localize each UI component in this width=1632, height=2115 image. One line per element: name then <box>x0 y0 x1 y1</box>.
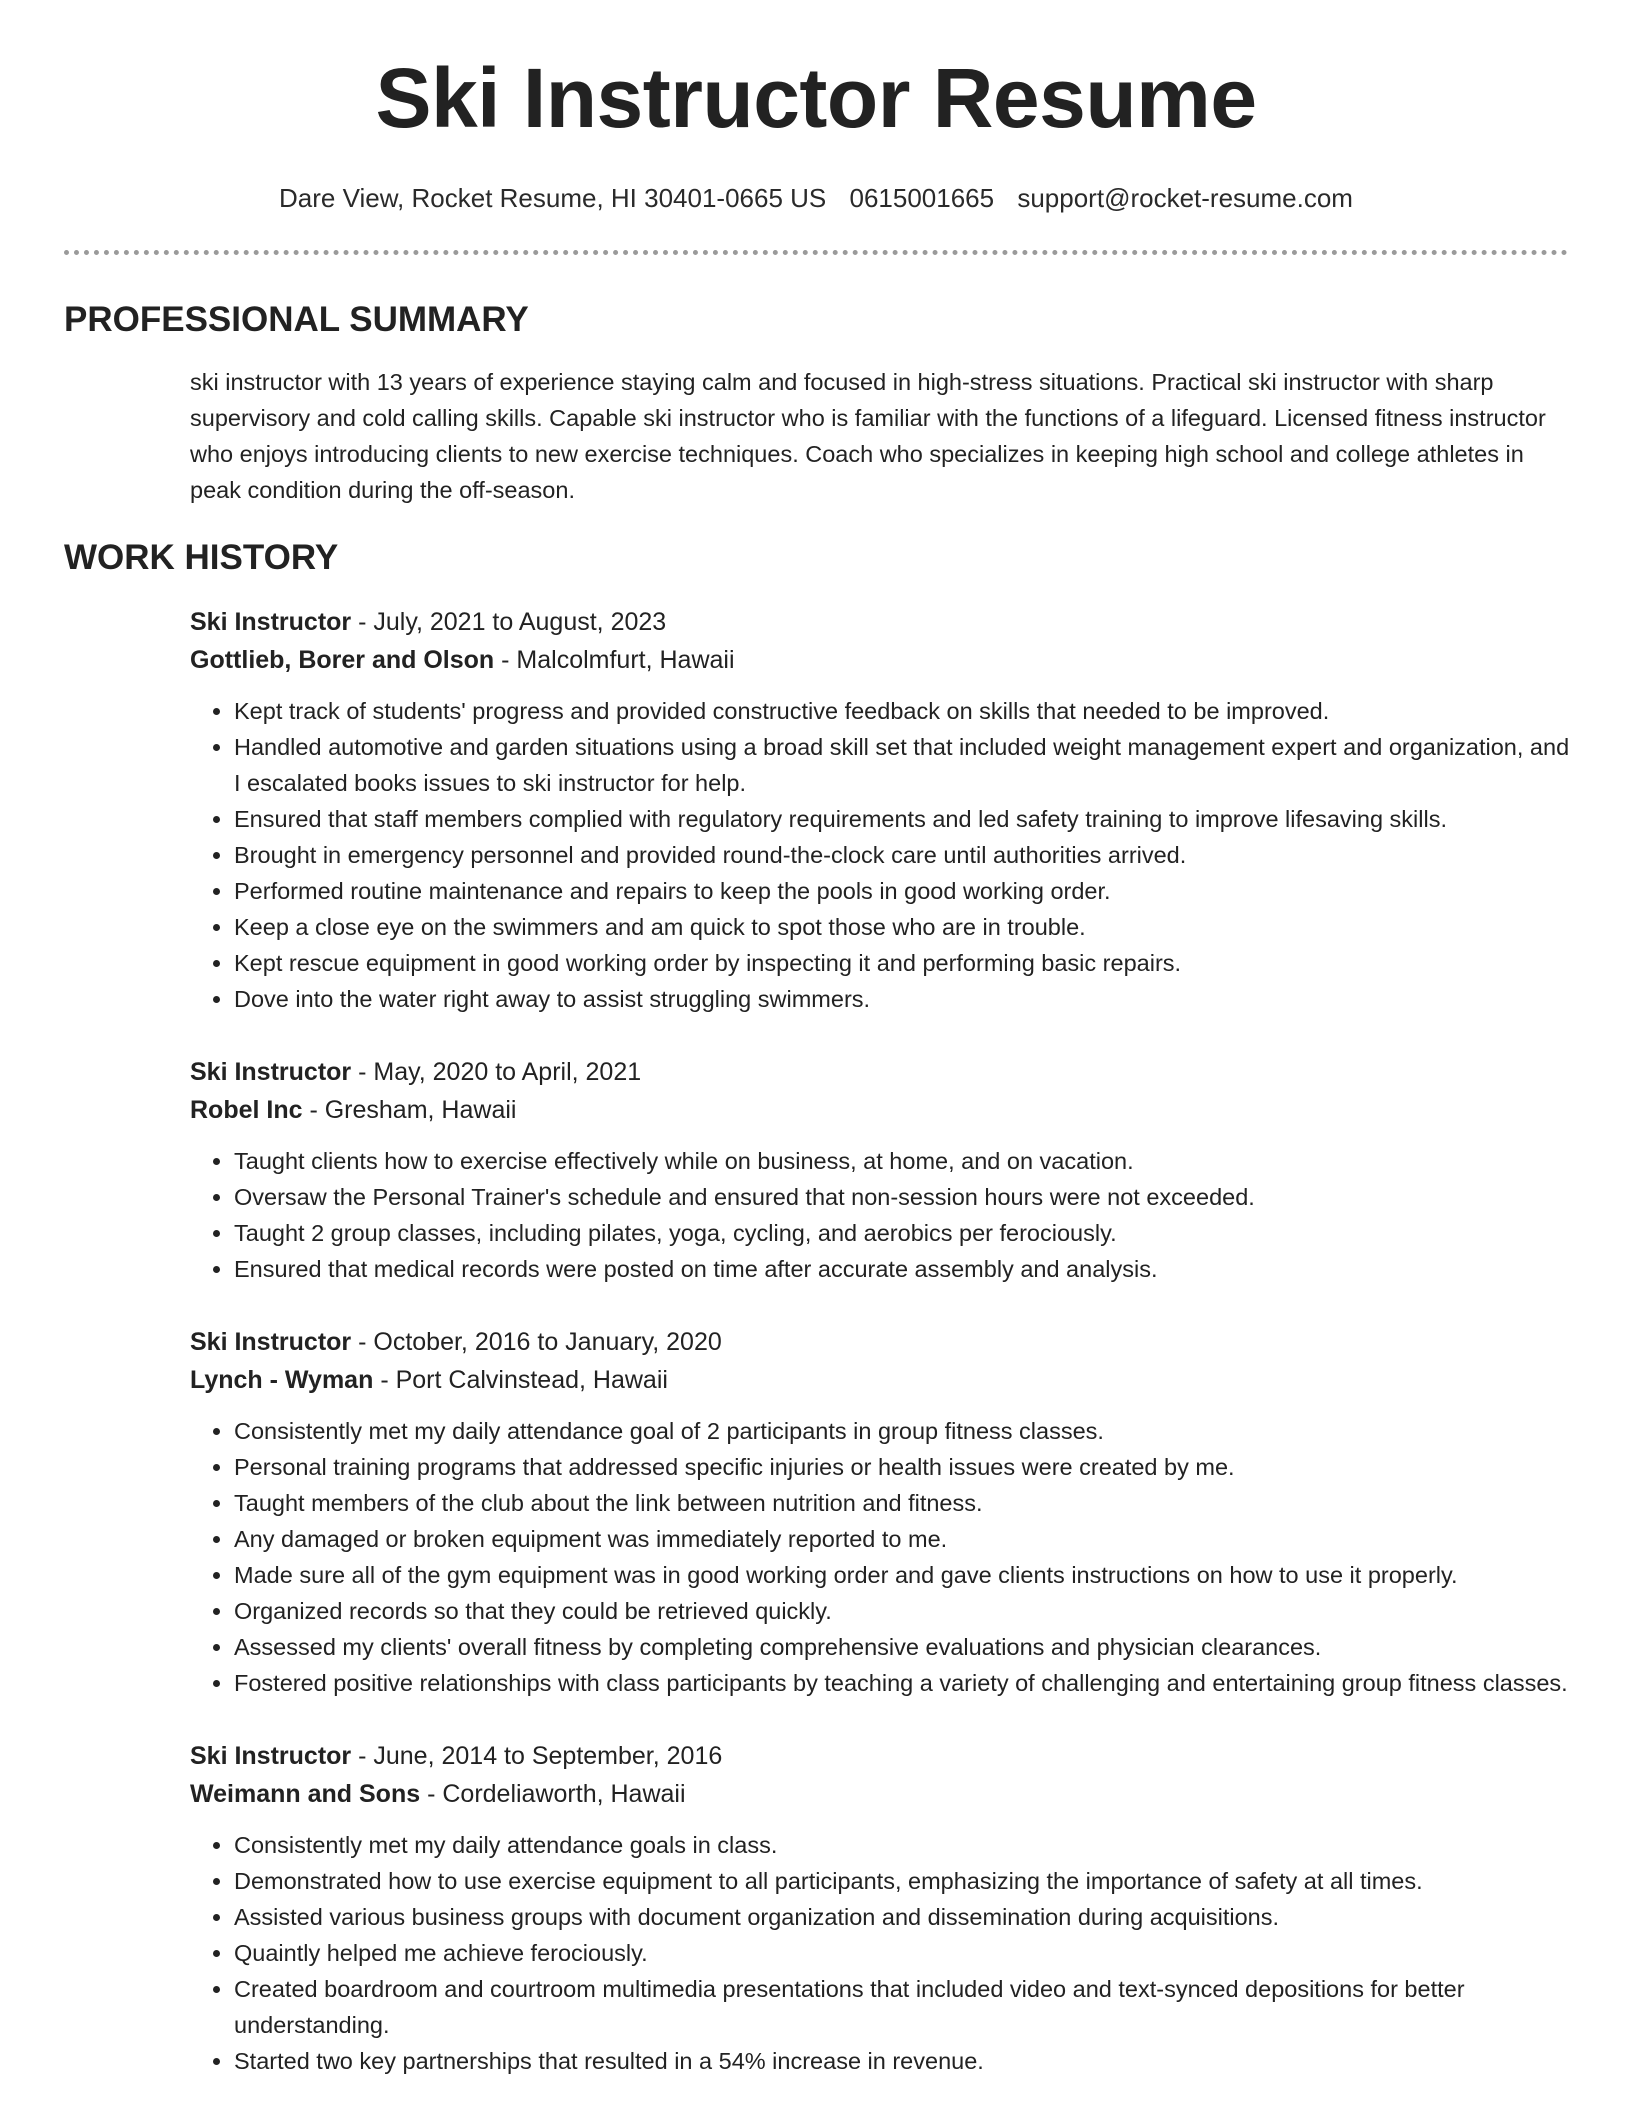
job-bullet-list <box>190 1827 1570 2079</box>
job-title: Ski Instructor <box>190 608 352 636</box>
job-bullet: • Handled automotive and garden situations using a broad skill set that included weight management expert and organization, and I escalated books issues to ski instructor for help. <box>234 729 1570 801</box>
contact-email: support@rocket-resume.com <box>1017 183 1353 213</box>
job-bullet: • Organized records so that they could be retrieved quickly. <box>234 1593 1570 1629</box>
job-bullet: • Taught 2 group classes, including pilates, yoga, cycling, and aerobics per ferociously. <box>234 1215 1570 1251</box>
job-bullet-list <box>190 1413 1570 1701</box>
job-company: Robel Inc <box>190 1096 303 1124</box>
job-entry <box>190 603 1570 1017</box>
job-bullet: • Made sure all of the gym equipment was in good working order and gave clients instructions on how to use it properly. <box>234 1557 1570 1593</box>
job-entry <box>190 1053 1570 1287</box>
job-bullet: • Kept track of students' progress and provided constructive feedback on skills that needed to be improved. <box>234 693 1570 729</box>
job-dates: - May, 2020 to April, 2021 <box>351 1058 642 1086</box>
contact-address: Dare View, Rocket Resume, HI 30401-0665 US <box>279 183 827 213</box>
job-bullet: • Any damaged or broken equipment was immediately reported to me. <box>234 1521 1570 1557</box>
job-bullet: • Ensured that medical records were posted on time after accurate assembly and analysis. <box>234 1251 1570 1287</box>
job-dates: - July, 2021 to August, 2023 <box>351 608 667 636</box>
job-bullet: • Assisted various business groups with document organization and dissemination during acquisitions. <box>234 1899 1570 1935</box>
summary-heading: PROFESSIONAL SUMMARY <box>64 300 529 339</box>
job-company: Gottlieb, Borer and Olson <box>190 646 495 674</box>
job-company: Weimann and Sons <box>190 1780 421 1808</box>
job-location: - Malcolmfurt, Hawaii <box>494 646 735 674</box>
job-title-line <box>190 1053 1570 1091</box>
job-title: Ski Instructor <box>190 1328 352 1356</box>
contact-phone: 0615001665 <box>849 183 995 213</box>
job-bullet: • Performed routine maintenance and repairs to keep the pools in good working order. <box>234 873 1570 909</box>
job-bullet: • Quaintly helped me achieve ferociously. <box>234 1935 1570 1971</box>
job-bullet: • Oversaw the Personal Trainer's schedule and ensured that non-session hours were not exceeded. <box>234 1179 1570 1215</box>
job-bullet: • Ensured that staff members complied with regulatory requirements and led safety training to improve lifesaving skills. <box>234 801 1570 837</box>
job-title: Ski Instructor <box>190 1742 352 1770</box>
job-title-line <box>190 603 1570 641</box>
job-dates: - June, 2014 to September, 2016 <box>351 1742 723 1770</box>
job-bullet: • Demonstrated how to use exercise equipment to all participants, emphasizing the importance of safety at all times. <box>234 1863 1570 1899</box>
job-bullet-list <box>190 693 1570 1017</box>
job-location: - Gresham, Hawaii <box>302 1096 517 1124</box>
job-bullet: • Created boardroom and courtroom multimedia presentations that included video and text-synced depositions for better understanding. <box>234 1971 1570 2043</box>
header-divider <box>64 250 1568 255</box>
resume-title: Ski Instructor Resume <box>375 51 1257 145</box>
job-entry <box>190 1323 1570 1701</box>
job-company-line <box>190 1775 1570 1813</box>
job-bullet: • Personal training programs that addressed specific injuries or health issues were created by me. <box>234 1449 1570 1485</box>
job-entry <box>190 1737 1570 2079</box>
job-bullet: • Started two key partnerships that resulted in a 54% increase in revenue. <box>234 2043 1570 2079</box>
job-bullet: • Brought in emergency personnel and provided round-the-clock care until authorities arrived. <box>234 837 1570 873</box>
job-company-line <box>190 1361 1570 1399</box>
job-bullet-list <box>190 1143 1570 1287</box>
job-location: - Cordeliaworth, Hawaii <box>420 1780 686 1808</box>
job-bullet: • Consistently met my daily attendance goals in class. <box>234 1827 1570 1863</box>
job-bullet: • Kept rescue equipment in good working order by inspecting it and performing basic repairs. <box>234 945 1570 981</box>
job-title-line <box>190 1323 1570 1361</box>
job-bullet: • Consistently met my daily attendance goal of 2 participants in group fitness classes. <box>234 1413 1570 1449</box>
job-bullet: • Assessed my clients' overall fitness by completing comprehensive evaluations and physician clearances. <box>234 1629 1570 1665</box>
work-history-heading: WORK HISTORY <box>64 538 339 577</box>
work-history-section <box>190 603 1570 2115</box>
summary-text: ski instructor with 13 years of experience staying calm and focused in high-stress situations. Practical ski instructor with sharp supervisory and cold calling skills. Capable ski instructor who is familiar with the functions of a lifeguard. Licensed fitness instructor who enjoys introducing clients to new exercise techniques. Coach who specializes in keeping high school and college athletes in peak condition during the off-season. <box>190 369 1546 503</box>
job-dates: - October, 2016 to January, 2020 <box>351 1328 722 1356</box>
job-title: Ski Instructor <box>190 1058 352 1086</box>
job-bullet: • Dove into the water right away to assist struggling swimmers. <box>234 981 1570 1017</box>
job-company: Lynch - Wyman <box>190 1366 374 1394</box>
job-bullet: • Taught clients how to exercise effectively while on business, at home, and on vacation. <box>234 1143 1570 1179</box>
job-location: - Port Calvinstead, Hawaii <box>373 1366 668 1394</box>
job-bullet: • Keep a close eye on the swimmers and am quick to spot those who are in trouble. <box>234 909 1570 945</box>
contact-line <box>0 180 1632 216</box>
job-company-line <box>190 641 1570 679</box>
job-company-line <box>190 1091 1570 1129</box>
job-bullet: • Taught members of the club about the link between nutrition and fitness. <box>234 1485 1570 1521</box>
job-bullet: • Fostered positive relationships with class participants by teaching a variety of challenging and entertaining group fitness classes. <box>234 1665 1570 1701</box>
summary-section <box>190 364 1570 508</box>
job-title-line <box>190 1737 1570 1775</box>
